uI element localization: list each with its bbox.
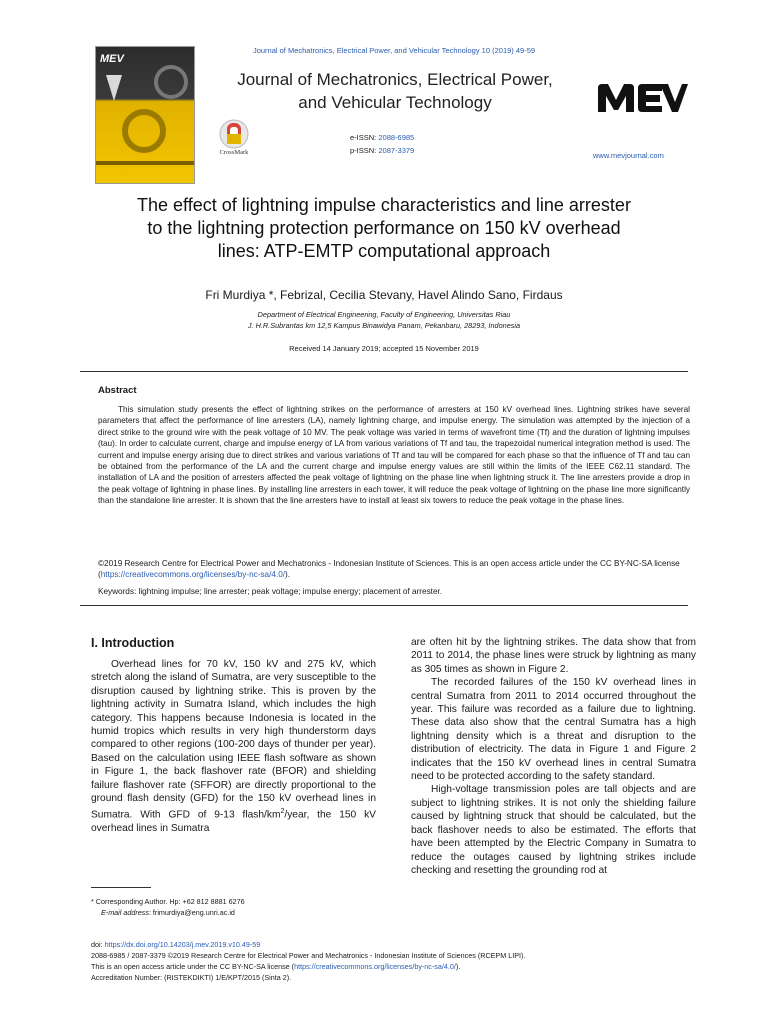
footnote-rule [91, 887, 151, 888]
doi-link[interactable]: https://dx.doi.org/10.14203/j.mev.2019.v10.49-59 [104, 940, 261, 949]
eissn-label: e-ISSN: [350, 133, 377, 142]
email-address[interactable]: : frimurdiya@eng.unri.ac.id [148, 908, 235, 917]
left-column [91, 658, 376, 836]
footer-license-suffix: ). [455, 962, 461, 971]
superscript: 2 [280, 808, 285, 816]
footer-copyright: 2088-6985 / 2087-3379 ©2019 Research Centre for Electrical Power and Mechatronics - Indonesian Institute of Sciences (RCEPM LIPI). [91, 951, 526, 960]
keywords: Keywords: lightning impulse; line arrester; peak voltage; impulse energy; placement of arrester. [98, 587, 443, 596]
corresponding-author-footnote [91, 896, 245, 918]
crossmark-label: CrossMark [219, 149, 249, 156]
lightning-bolt-icon [106, 75, 122, 101]
copyright-notice [98, 558, 690, 581]
affiliation [80, 309, 688, 331]
issn-block [350, 131, 414, 157]
page-footer [91, 939, 701, 983]
affiliation-line2: J. H.R.Subrantas km 12,5 Kampus Binawidya Panam, Pekanbaru, 28293, Indonesia [247, 321, 521, 330]
copyright-text: ©2019 Research Centre for Electrical Power and Mechatronics - Indonesian Institute of Sciences. This is an open access article under the CC BY-NC-SA license ( [98, 559, 680, 580]
journal-title-line2: and Vehicular Technology [298, 93, 492, 112]
cover-logo: MEV [100, 53, 124, 65]
cover-stripe [96, 161, 194, 165]
right-column [411, 636, 696, 877]
eissn-value[interactable]: 2088-6985 [378, 133, 415, 142]
intro-text: Overhead lines for 70 kV, 150 kV and 275 kV, which stretch along the island of Sumatra, are very susceptible to the disruption caused by lightning strike. This is proven by the lightning activity in Sumatra Island, which includes the high category. This happens because Indonesia is located in the humid tropics which results in very high thunderstorm days compared to other regions (100-200 days of thunder per year). Based on the calculation using IEEE flash software as shown in Figure 1, the back flashover rate (BFOR) and shielding failure flashover rate (SFFOR) are directly proportional to the ground flash density (GFD) for the 150 kV overhead lines in Sumatra. With GFD of 9-13 flash/km [91, 659, 376, 821]
abstract-bottom-rule [80, 605, 688, 606]
accreditation: Accreditation Number: (RISTEKDIKTI) 1/E/KPT/2015 (Sinta 2). [91, 973, 292, 982]
journal-title-line1: Journal of Mechatronics, Electrical Power, [237, 70, 553, 89]
intro-paragraph [91, 658, 376, 836]
footer-license-link[interactable]: https://creativecommons.org/licenses/by-nc-sa/4.0/ [294, 962, 456, 971]
intro-paragraph-2: The recorded failures of the 150 kV overhead lines in central Sumatra from 2011 to 2014 occurred throughout the year. This failure was recorded as a failure due to lightning. These data also show that the central Sumatra has a high lightning density which is a threat and disruption to the distribution of electricity. The data in Figure 1 and Figure 2 indicates that the 150 kV overhead lines in central Sumatra need to be protected according to the safety standard. [411, 677, 696, 783]
email-label: E-mail address [101, 908, 149, 917]
copyright-suffix: ). [285, 570, 291, 580]
journal-cover-image [96, 47, 194, 183]
paper-title-line1: The effect of lightning impulse characteristics and line arrester [137, 195, 631, 215]
intro-text-cont: /year, the 150 kV overhead lines in Sumatra [91, 809, 376, 835]
gear-icon [122, 109, 166, 153]
abstract-heading: Abstract [98, 385, 137, 396]
mev-logo [596, 82, 688, 116]
paper-title-line2: to the lightning protection performance on 150 kV overhead [147, 218, 621, 238]
introduction-heading: I. Introduction [91, 636, 175, 650]
intro-paragraph-3: High-voltage transmission poles are tall objects and are subject to lightning strikes. It is not only the shielding failure caused by lightning struck that should be calculated, but the back flashover needs to also be estimated. The efforts that have been attempted by the Electric Company in Sumatra to reduce the outages caused by lightning strikes include checking and resetting the grounding rod at [411, 784, 696, 876]
doi-label: doi: [91, 940, 105, 949]
intro-paragraph-cont: are often hit by the lightning strikes. The data show that from 2011 to 2014, the phase lines were struck by lightning as many as 305 times as shown in Figure 2. [411, 637, 696, 675]
running-title[interactable]: Journal of Mechatronics, Electrical Power, and Vehicular Technology 10 (2019) 49-59 [252, 46, 536, 55]
journal-title [205, 68, 585, 114]
pissn-label: p-ISSN: [350, 146, 377, 155]
wheel-icon [154, 65, 188, 99]
received-dates: Received 14 January 2019; accepted 15 November 2019 [289, 344, 479, 353]
corresponding-author: * Corresponding Author. Hp: +62 812 8881 6276 [91, 897, 245, 906]
journal-website-link[interactable]: www.mevjournal.com [593, 151, 664, 160]
pissn-value[interactable]: 2087-3379 [378, 146, 415, 155]
paper-title-line3: lines: ATP-EMTP computational approach [217, 241, 551, 261]
footer-license-text: This is an open access article under the CC BY-NC-SA license ( [91, 962, 295, 971]
affiliation-line1: Department of Electrical Engineering, Faculty of Engineering, Universitas Riau [257, 310, 511, 319]
license-link[interactable]: https://creativecommons.org/licenses/by-nc-sa/4.0/ [100, 570, 286, 580]
authors: Fri Murdiya *, Febrizal, Cecilia Stevany, Havel Alindo Sano, Firdaus [205, 288, 563, 302]
abstract-body: This simulation study presents the effect of lightning strikes on the performance of arresters at 150 kV overhead lines. Lightning strikes have several parameters that affect the performance of line arresters (LA), namely lightning charge, and impulse energy. The simulation was attempted by the injection of a direct strike to the ground wire with the peak voltage of 10 MV. The peak voltage was varied in terms of wavefront time (Tf) and the duration of lightning impulses (tau). In order to calculate current, charge and impulse energy of LA from various variations of Tf and tau, the trapezoidal numerical integration method is used. The current and impulse energy arising due to direct strikes and various variations of Tf and tau will be compared for each phase so that the influence of Tf and tau can be obtained from the performance of the LA and the current charge and impulse energy values are still within the limits of the IEEE C62.11 standard. The installation of LA and the position of arresters affected the peak voltage of lightning on the phase line when lightning struck it. The line arresters provide a drop in the peak voltage of lightning in phase lines. By installing line arresters in each tower, it will reduce the peak voltage of lightning on the phase line more significantly than the standalone line arrester. It is shown that the line arresters have to install at least six towers to reduce the peak voltage in the phase lines. [98, 405, 690, 506]
abstract-top-rule [80, 371, 688, 372]
paper-title [80, 194, 688, 263]
